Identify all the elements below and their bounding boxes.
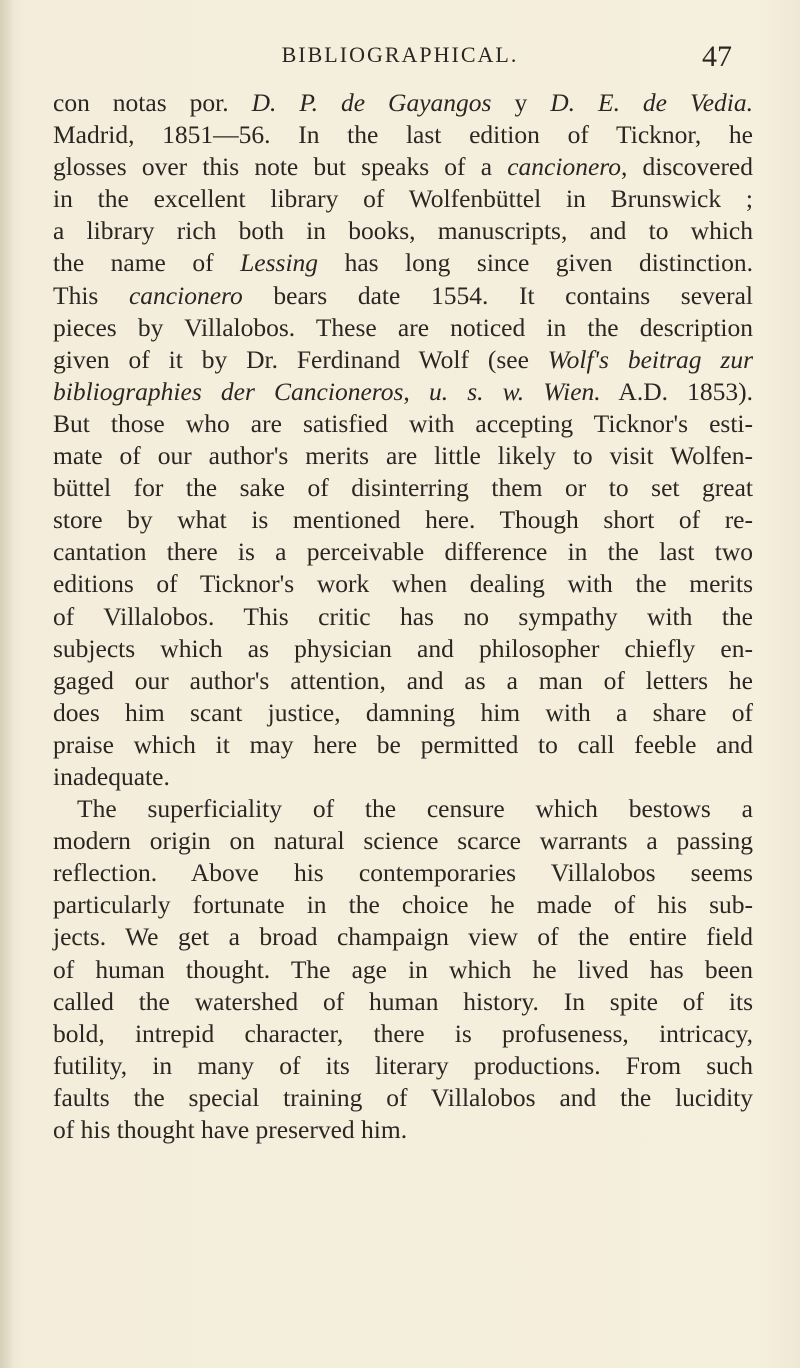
text-run: büttel for the sake of disinterring them or to set great (53, 473, 753, 503)
text-line (53, 215, 753, 247)
text-line (53, 408, 753, 440)
text-run: subjects which as physician and philosopher chiefly en- (53, 633, 753, 663)
text-run: reflection. Above his contemporaries Villalobos seems (53, 858, 753, 888)
text-line (53, 183, 753, 215)
text-line (53, 344, 753, 376)
text-run: gaged our author's attention, and as a man of letters he (53, 665, 753, 695)
italic-text: u. s. w. Wien. (428, 376, 601, 406)
text-line (53, 119, 753, 151)
text-run: A.D. 1853). (600, 376, 754, 406)
text-line (53, 472, 753, 504)
text-run: Madrid, 1851—56. In the last edition of Ticknor, he (53, 120, 753, 150)
text-run: , discovered (621, 152, 753, 182)
running-head: BIBLIOGRAPHICAL. (281, 42, 519, 67)
text-line (53, 697, 753, 729)
text-run: bears date 1554. It contains several (242, 280, 753, 310)
text-line (53, 921, 753, 953)
text-line (53, 1050, 753, 1082)
text-run: particularly fortunate in the choice he made of his sub- (53, 890, 753, 920)
text-line (53, 761, 753, 793)
text-run: bold, intrepid character, there is profuseness, intricacy, (53, 1018, 753, 1048)
text-run: in the excellent library of Wolfenbüttel in Brunswick ; (53, 184, 753, 214)
text-run: of his thought have preserved him. (53, 1115, 408, 1144)
text-line (53, 568, 753, 600)
italic-text: D. E. de Vedia. (550, 88, 754, 117)
text-line (53, 1018, 753, 1050)
text-line (53, 857, 753, 889)
text-line (53, 440, 753, 472)
text-run: called the watershed of human history. In spite of its (53, 986, 753, 1016)
text-run: futility, in many of its literary productions. From such (53, 1050, 753, 1080)
text-run: This (53, 280, 129, 310)
text-line (53, 504, 753, 536)
page-header (0, 42, 800, 82)
text-run: cantation there is a perceivable difference in the last two (53, 537, 753, 567)
text-line (53, 87, 753, 119)
text-line (53, 376, 753, 408)
italic-text: Lessing (240, 248, 319, 278)
text-line (53, 1114, 753, 1146)
text-run: faults the special training of Villalobos and the lucidity (53, 1082, 753, 1112)
text-run: given of it by Dr. Ferdinand Wolf (see (53, 344, 548, 374)
text-line (53, 954, 753, 986)
text-line (53, 665, 753, 697)
text-line (53, 889, 753, 921)
text-line (53, 536, 753, 568)
paragraph (53, 793, 753, 1146)
text-run: has long since given distinction. (318, 248, 753, 278)
text-run: of Villalobos. This critic has no sympathy with the (53, 601, 753, 631)
page-number: 47 (702, 40, 732, 73)
text-line (53, 247, 753, 279)
text-line (53, 825, 753, 857)
text-run: the name of (53, 248, 241, 278)
text-line (53, 312, 753, 344)
text-run: inadequate. (53, 761, 170, 791)
italic-text: Wolf's beitrag zur (547, 344, 753, 374)
body-text (53, 87, 753, 1146)
italic-text: bibliographies der Cancioneros (53, 376, 404, 406)
text-line (53, 1082, 753, 1114)
italic-text: cancionero (128, 280, 243, 310)
text-line (53, 986, 753, 1018)
text-run: jects. We get a broad champaign view of the entire field (53, 922, 753, 952)
text-run: a library rich both in books, manuscripts, and to which (53, 216, 753, 246)
text-run: pieces by Villalobos. These are noticed in the description (53, 312, 753, 342)
italic-text: D. P. de Gayangos (251, 88, 492, 117)
text-run: con notas por. (53, 88, 252, 117)
text-line (53, 280, 753, 312)
text-run: glosses over this note but speaks of a (53, 152, 508, 182)
text-run: modern origin on natural science scarce warrants a passing (53, 826, 753, 856)
text-run: But those who are satisfied with accepting Ticknor's esti- (53, 408, 753, 438)
text-line (53, 793, 753, 825)
text-line (53, 601, 753, 633)
page-gutter-shadow (0, 0, 14, 1368)
text-run: mate of our author's merits are little likely to visit Wolfen- (53, 441, 753, 471)
text-run: The superficiality of the censure which bestows a (77, 794, 753, 824)
paragraph (53, 87, 753, 793)
text-run: editions of Ticknor's work when dealing with the merits (53, 569, 753, 599)
text-line (53, 151, 753, 183)
text-line (53, 729, 753, 761)
text-run: y (491, 88, 551, 117)
text-run: , (403, 376, 429, 406)
text-run: does him scant justice, damning him with a share of (53, 697, 753, 727)
text-run: of human thought. The age in which he lived has been (53, 954, 753, 984)
italic-text: cancionero (507, 152, 621, 182)
text-run: store by what is mentioned here. Though short of re- (53, 505, 753, 535)
text-line (53, 633, 753, 665)
text-run: praise which it may here be permitted to call feeble and (53, 729, 753, 759)
